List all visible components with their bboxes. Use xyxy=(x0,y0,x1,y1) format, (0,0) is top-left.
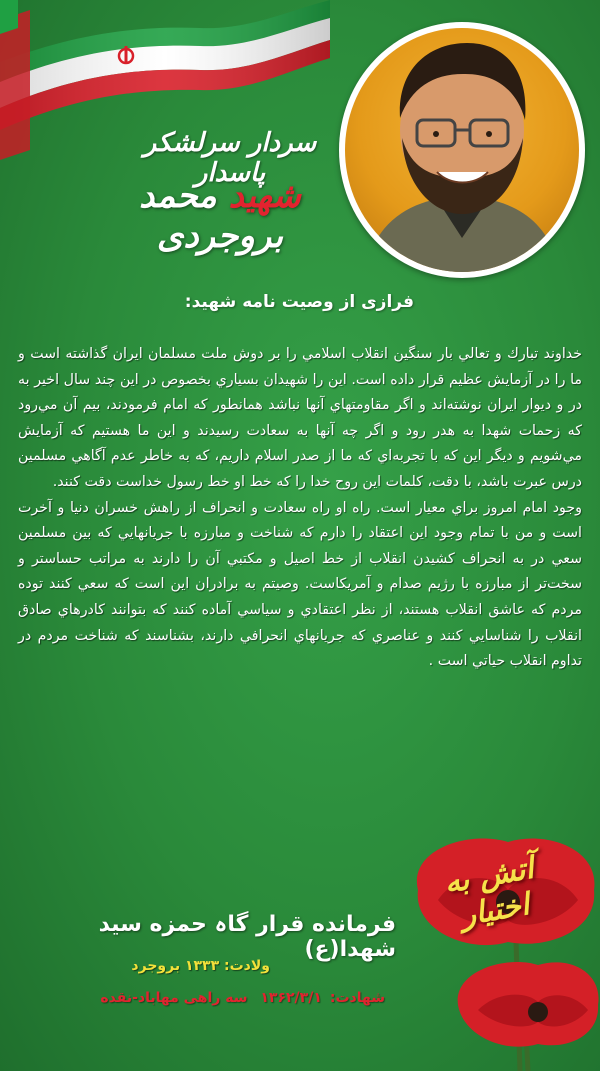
shahid-word: شهید xyxy=(228,176,301,216)
martyrdom-label: شهادت: xyxy=(329,990,385,1006)
martyrdom-date: ۱۳۶۲/۳/۱ xyxy=(260,990,322,1006)
name-text: محمد بروجردی xyxy=(139,176,284,256)
martyrdom-info xyxy=(60,990,385,1006)
will-heading: فرازی از وصیت نامه شهید: xyxy=(184,292,414,312)
flower-title: آتش به اختیار xyxy=(441,850,537,934)
commander-title: فرماندە قرار گاہ حمزە سید شهدا(ع) xyxy=(98,912,396,962)
martyrdom-place: سه راهی مهاباد-نقده xyxy=(100,990,248,1006)
birth-info: ولادت: ۱۳۳۳ بروجرد xyxy=(131,958,270,974)
rank-title: سردار سرلشکر پاسدار xyxy=(143,128,317,188)
will-paragraph-1: خداوند تبارك و تعالي بار سنگين انقلاب اسلامي را بر دوش ملت مسلمان ايران گذاشته است و ما را در آزمايش عظيم قرار داده است. اين را شهيدان بسياري بخصوص در اين چند سال اخير به در و ديوار ايران نوشته‌اند و اگر مقاومتهاي آنها نباشد همانطور كه امام فرمودند، بيم آن مي‌رود كه زحمات شهدا به هدر رود و اگر چه آنها به سعادت رسيدند و اين ما هستيم كه آزمايش مي‌شويم و ديگر اين كه با تجربه‌اي كه ما از صدر اسلام داريم، كه به خاطر عدم آگاهي مسلمين درس عبرت باشد، با دقت، كلمات اين روح خدا را كه خط او خط رسول خداست دقت كنند. xyxy=(18,346,582,490)
portrait-frame xyxy=(339,22,585,278)
martyr-portrait xyxy=(345,28,579,272)
will-text xyxy=(18,342,582,675)
will-paragraph-2: وجود امام امروز براي معيار است. راه او راه سعادت و انحراف از راهش خسران دنيا و آخرت است و من با تمام وجود اين اعتقاد را دارم كه شناخت و مبارزه با جريانهايي كه بين مسلمين سعي در به انحراف كشيدن انقلاب از خط اصيل و مكتبي آن را دارند به مراتب حساستر و سخت‌تر از مبارزه با رژيم صدام و آمريكاست. وصيتم به برادران اين است كه سعي كنند توده مردم كه عاشق انقلاب هستند، از نظر اعتقادي و سياسي آماده كنند كه بتوانند كادرهاي صادق انقلاب را شناسايي كنند و عناصري كه جريانهاي انحرافي دارند، بشناسند كه شناخت مردم در تداوم انقلاب حياتي است . xyxy=(18,499,582,670)
martyr-name xyxy=(95,176,345,256)
